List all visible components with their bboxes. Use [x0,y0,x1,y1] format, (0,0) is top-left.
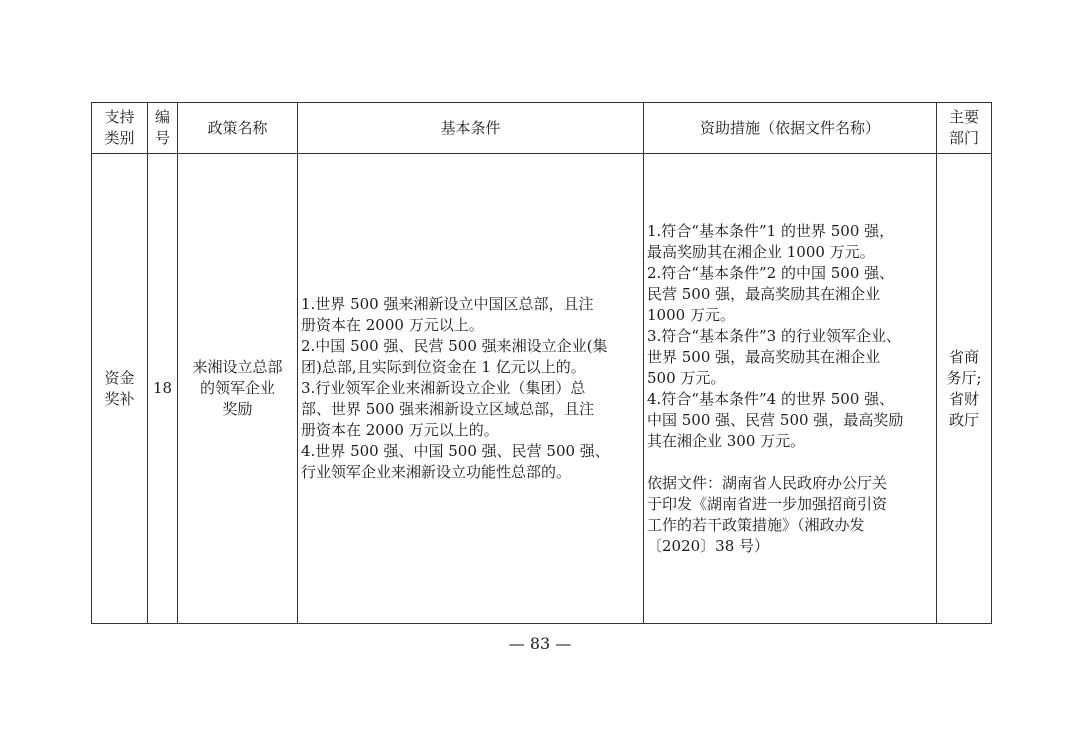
cell-measures [644,154,937,624]
header-conditions: 基本条件 [298,103,644,154]
category-line: 奖补 [104,389,135,408]
cell-department [937,154,992,624]
measure-line: 500 万元。 [647,368,726,387]
condition-line: 4.世界 500 强、中国 500 强、民营 500 强、 [301,442,610,460]
measure-line: 1.符合“基本条件”1 的世界 500 强， [647,221,895,240]
condition-line: 1.世界 500 强来湘新设立中国区总部，且注 [301,295,594,313]
cell-conditions [298,154,644,624]
basis-line: 〔2020〕38 号） [647,536,770,555]
header-department-line1: 主要 [948,108,979,126]
header-category-line1: 支持 [104,108,135,126]
measure-line: 中国 500 强、民营 500 强，最高奖励 [647,410,904,429]
department-line: 省财 [948,389,979,408]
policy-table [91,102,992,624]
header-policy-name: 政策名称 [178,103,298,154]
category-line: 资金 [104,368,135,387]
header-number-line1: 编 [154,108,170,126]
condition-line: 册资本在 2000 万元以上。 [301,316,484,334]
header-number [148,103,178,154]
spacer [647,452,933,473]
condition-line: 行业领军企业来湘新设立功能性总部的。 [301,463,572,481]
header-department [937,103,992,154]
measure-line: 世界 500 强，最高奖励其在湘企业 [647,347,881,366]
condition-line: 部、世界 500 强来湘新设立区域总部，且注 [301,400,595,418]
cell-policy-name [178,154,298,624]
basis-line: 于印发《湖南省进一步加强招商引资 [647,494,888,513]
cell-category [92,154,148,624]
measure-line: 2.符合“基本条件”2 的中国 500 强、 [647,263,895,282]
measure-line: 最高奖励其在湘企业 1000 万元。 [647,242,875,261]
measure-line: 其在湘企业 300 万元。 [647,431,806,450]
page-number: — 83 — [508,634,572,653]
measure-line: 民营 500 强，最高奖励其在湘企业 [647,284,881,303]
cell-number: 18 [148,154,178,624]
department-line: 务厅; [946,368,982,387]
condition-line: 3.行业领军企业来湘新设立企业（集团）总 [301,379,586,397]
measure-line: 1000 万元。 [647,305,735,324]
policy-name-line: 的领军企业 [199,379,275,397]
basis-line: 工作的若干政策措施》（湘政办发 [647,515,865,534]
condition-line: 册资本在 2000 万元以上的。 [301,421,499,439]
measure-line: 3.符合“基本条件”3 的行业领军企业、 [647,326,901,345]
table-row [92,154,992,624]
department-line: 政厅 [948,410,979,429]
condition-line: 2.中国 500 强、民营 500 强来湘设立企业(集 [301,337,608,355]
header-category [92,103,148,154]
basis-line: 依据文件：湖南省人民政府办公厅关 [647,473,888,492]
policy-name-line: 来湘设立总部 [192,358,283,376]
department-line: 省商 [948,347,979,366]
header-number-line2: 号 [154,129,170,147]
header-measures: 资助措施（依据文件名称） [644,103,937,154]
header-department-line2: 部门 [948,129,979,147]
header-category-line2: 类别 [104,129,135,147]
policy-name-line: 奖励 [222,400,253,418]
condition-line: 团)总部,且实际到位资金在 1 亿元以上的。 [301,358,586,376]
table-header-row [92,103,992,154]
measure-line: 4.符合“基本条件”4 的世界 500 强、 [647,389,895,408]
